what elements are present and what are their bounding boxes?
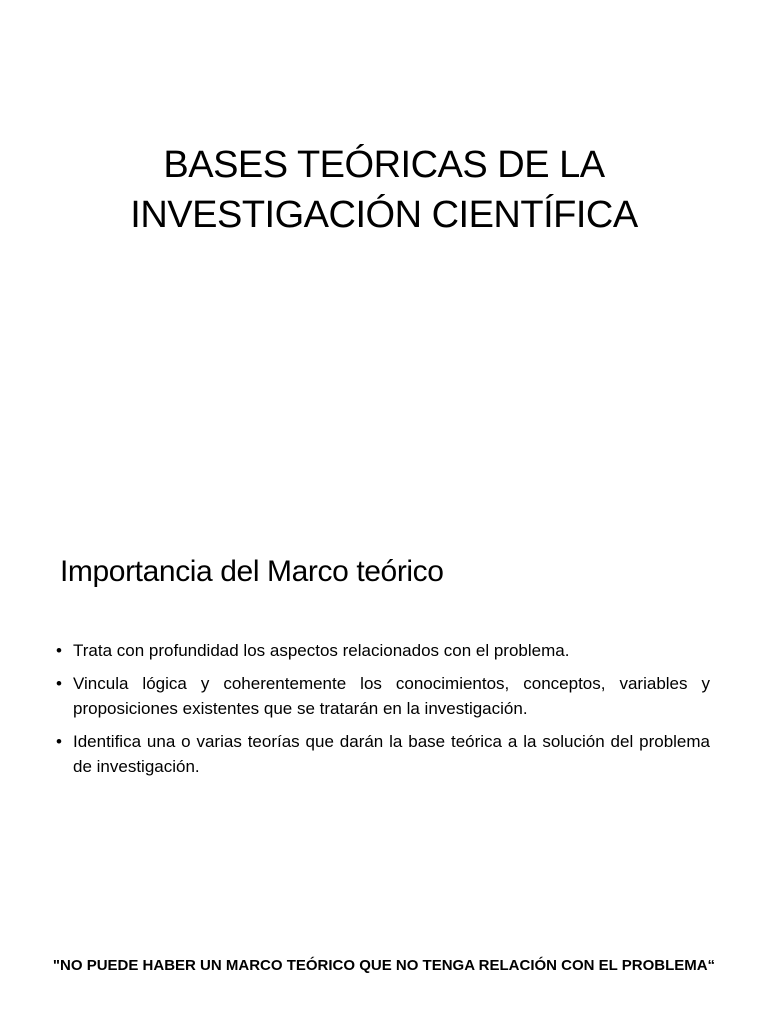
- title-slide: [0, 0, 768, 460]
- bullet-text: Identifica una o varias teorías que darán la base teórica a la solución del problema de investigación.: [73, 732, 710, 776]
- section-heading: Importancia del Marco teórico: [60, 555, 444, 588]
- list-item: [56, 671, 710, 721]
- bullet-text: Vincula lógica y coherentemente los conocimientos, conceptos, variables y proposiciones existentes que se tratarán en la investigación.: [73, 674, 710, 718]
- slide-title-line-1: BASES TEÓRICAS DE LA: [163, 144, 605, 186]
- slide-title: [40, 140, 728, 240]
- bullet-text: Trata con profundidad los aspectos relacionados con el problema.: [73, 641, 570, 660]
- bullet-list: [56, 638, 710, 787]
- list-item: [56, 729, 710, 779]
- closing-quote: "NO PUEDE HABER UN MARCO TEÓRICO QUE NO TENGA RELACIÓN CON EL PROBLEMA“: [52, 957, 716, 974]
- content-slide: [0, 460, 768, 1024]
- list-item: [56, 638, 710, 663]
- slide-title-line-2: INVESTIGACIÓN CIENTÍFICA: [130, 194, 638, 236]
